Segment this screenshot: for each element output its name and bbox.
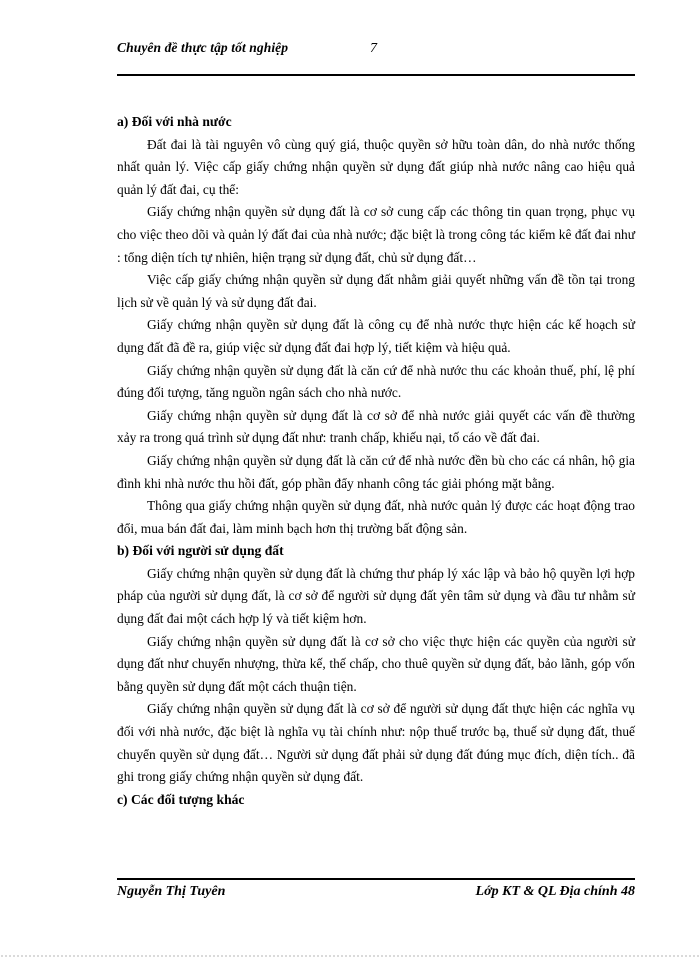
section-heading: a) Đối với nhà nước xyxy=(117,114,232,129)
paragraph: Giấy chứng nhận quyền sử dụng đất là căn cứ để nhà nước thu các khoản thuế, phí, lệ phí đúng đối tượng, tăng nguồn ngân sách cho nhà nước. xyxy=(117,362,635,401)
page-number: 7 xyxy=(370,41,377,56)
paragraph: Việc cấp giấy chứng nhận quyền sử dụng đất nhằm giải quyết những vấn đề tồn tại trong lịch sử về quản lý và sử dụng đất đai. xyxy=(117,272,635,310)
page-edge-dots xyxy=(0,955,700,957)
page-footer xyxy=(117,884,635,906)
page-header xyxy=(117,40,635,62)
paragraph: Giấy chứng nhận quyền sử dụng đất là cơ sở để người sử dụng đất thực hiện các nghĩa vụ đối với nhà nước, đặc biệt là nghĩa vụ tài chính như: nộp thuế trước bạ, thuế sử dụng đất, thuế chuyển quyền sử dụng đất… Người sử dụng đất phải sử dụng đất đúng mục đích, diện tích.. đã ghi trong giấy chứng nhận quyền sử dụng đất. xyxy=(117,701,635,785)
footer-rule xyxy=(117,878,635,880)
footer-author: Nguyễn Thị Tuyên xyxy=(117,884,226,899)
paragraph: Thông qua giấy chứng nhận quyền sử dụng đất, nhà nước quản lý được các hoạt động trao đổi, mua bán đất đai, làm minh bạch hơn thị trường bất động sản. xyxy=(117,498,635,536)
paragraph: Giấy chứng nhận quyền sử dụng đất là chứng thư pháp lý xác lập và bảo hộ quyền lợi hợp pháp của người sử dụng đất, là cơ sở để người sử dụng đất yên tâm sử dụng và đầu tư nhằm sử dụng đất đai một cách hợp lý và tiết kiệm hơn. xyxy=(117,565,635,627)
header-title: Chuyên đề thực tập tốt nghiệp xyxy=(117,40,289,55)
section-heading: c) Các đối tượng khác xyxy=(117,791,245,807)
footer-class: Lớp KT & QL Địa chính 48 xyxy=(475,884,635,899)
section-heading: b) Đối với người sử dụng đất xyxy=(117,543,284,559)
header-rule xyxy=(117,74,635,76)
paragraph: Giấy chứng nhận quyền sử dụng đất là công cụ để nhà nước thực hiện các kế hoạch sử dụng đất đã đề ra, giúp việc sử dụng đất đai hợp lý, tiết kiệm và hiệu quả. xyxy=(117,317,635,355)
page-body xyxy=(117,111,635,811)
paragraph: Đất đai là tài nguyên vô cùng quý giá, thuộc quyền sở hữu toàn dân, do nhà nước thống nhất quản lý. Việc cấp giấy chứng nhận quyền sử dụng đất giúp nhà nước nâng cao hiệu quả quản lý đất đai, cụ thể: xyxy=(117,136,635,197)
paragraph: Giấy chứng nhận quyền sử dụng đất là cơ sở cung cấp các thông tin quan trọng, phục vụ cho việc theo dõi và quản lý đất đai của nhà nước; đặc biệt là trong công tác kiểm kê đất đai như : tổng diện tích tự nhiên, hiện trạng sử dụng đất, chủ sử dụng đất… xyxy=(117,204,635,265)
paragraph: Giấy chứng nhận quyền sử dụng đất là cơ sở để nhà nước giải quyết các vấn đề thường xảy ra trong quá trình sử dụng đất như: tranh chấp, khiếu nại, tố cáo về đất đai. xyxy=(117,407,635,446)
paragraph: Giấy chứng nhận quyền sử dụng đất là cơ sở cho việc thực hiện các quyền của người sử dụng đất như chuyển nhượng, thừa kế, thế chấp, cho thuê quyền sử dụng đất, bảo lãnh, góp vốn bằng quyền sử dụng đất một cách thuận tiện. xyxy=(117,633,635,694)
paragraph: Giấy chứng nhận quyền sử dụng đất là căn cứ để nhà nước đền bù cho các cá nhân, hộ gia đình khi nhà nước thu hồi đất, góp phần đẩy nhanh công tác giải phóng mặt bằng. xyxy=(117,452,635,491)
